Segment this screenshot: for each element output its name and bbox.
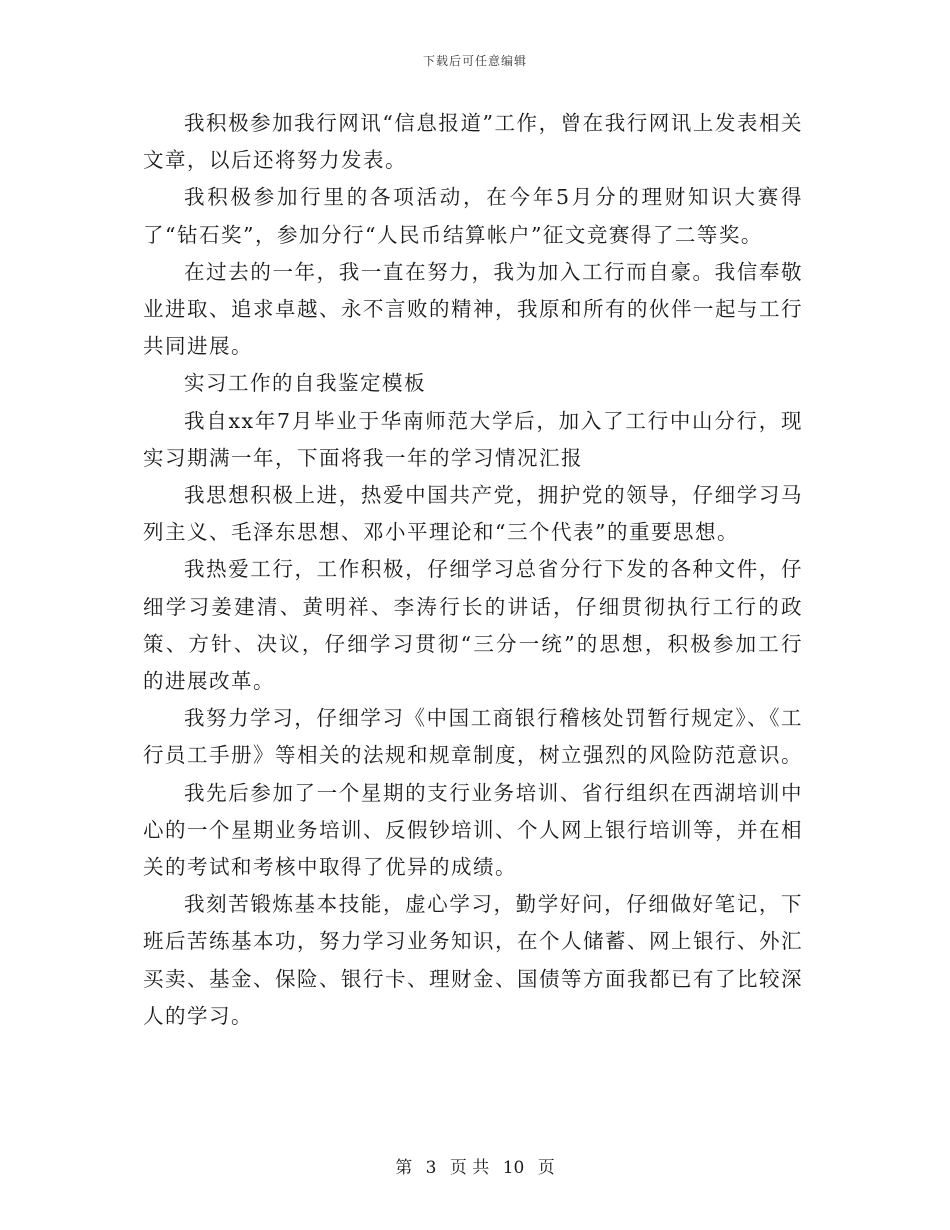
document-body [143,105,803,1035]
paragraph: 我先后参加了一个星期的支行业务培训、省行组织在西湖培训中心的一个星期业务培训、反假钞培训、个人网上银行培训等，并在相关的考试和考核中取得了优异的成绩。 [143,780,803,880]
page-header: 下载后可任意编辑 [422,54,527,68]
page-mid: 页 共 [449,1158,490,1178]
paragraph: 我积极参加我行网讯“信息报道”工作，曾在我行网讯上发表相关文章，以后还将努力发表。 [143,111,803,173]
paragraph: 我思想积极上进，热爱中国共产党，拥护党的领导，仔细学习马列主义、毛泽东思想、邓小平理论和“三个代表”的重要思想。 [143,483,803,545]
page-prefix: 第 [395,1158,413,1178]
page-suffix: 页 [537,1158,555,1178]
page-footer [0,1153,950,1178]
paragraph: 我热爱工行，工作积极，仔细学习总省分行下发的各种文件，仔细学习姜建清、黄明祥、李涛行长的讲话，仔细贯彻执行工行的政策、方针、决议，仔细学习贯彻“三分一统”的思想，积极参加工行的进展改革。 [143,557,803,694]
page-current: 3 [425,1158,437,1178]
paragraph: 我努力学习，仔细学习《中国工商银行稽核处罚暂行规定》、《工行员工手册》等相关的法规和规章制度，树立强烈的风险防范意识。 [143,706,803,768]
page-total: 10 [502,1158,525,1178]
paragraph: 我自xx年7月毕业于华南师范大学后，加入了工行中山分行，现实习期满一年，下面将我一年的学习情况汇报 [143,408,803,470]
paragraph: 我积极参加行里的各项活动，在今年5月分的理财知识大赛得了“钻石奖”，参加分行“人民币结算帐户”征文竞赛得了二等奖。 [143,185,803,247]
section-title: 实习工作的自我鉴定模板 [184,371,426,396]
paragraph: 我刻苦锻炼基本技能，虚心学习，勤学好问，仔细做好笔记，下班后苦练基本功，努力学习业务知识，在个人储蓄、网上银行、外汇买卖、基金、保险、银行卡、理财金、国债等方面我都已有了比较深人的学习。 [143,892,803,1028]
paragraph: 在过去的一年，我一直在努力，我为加入工行而自豪。我信奉敬业进取、追求卓越、永不言败的精神，我原和所有的伙伴一起与工行共同进展。 [143,259,803,359]
